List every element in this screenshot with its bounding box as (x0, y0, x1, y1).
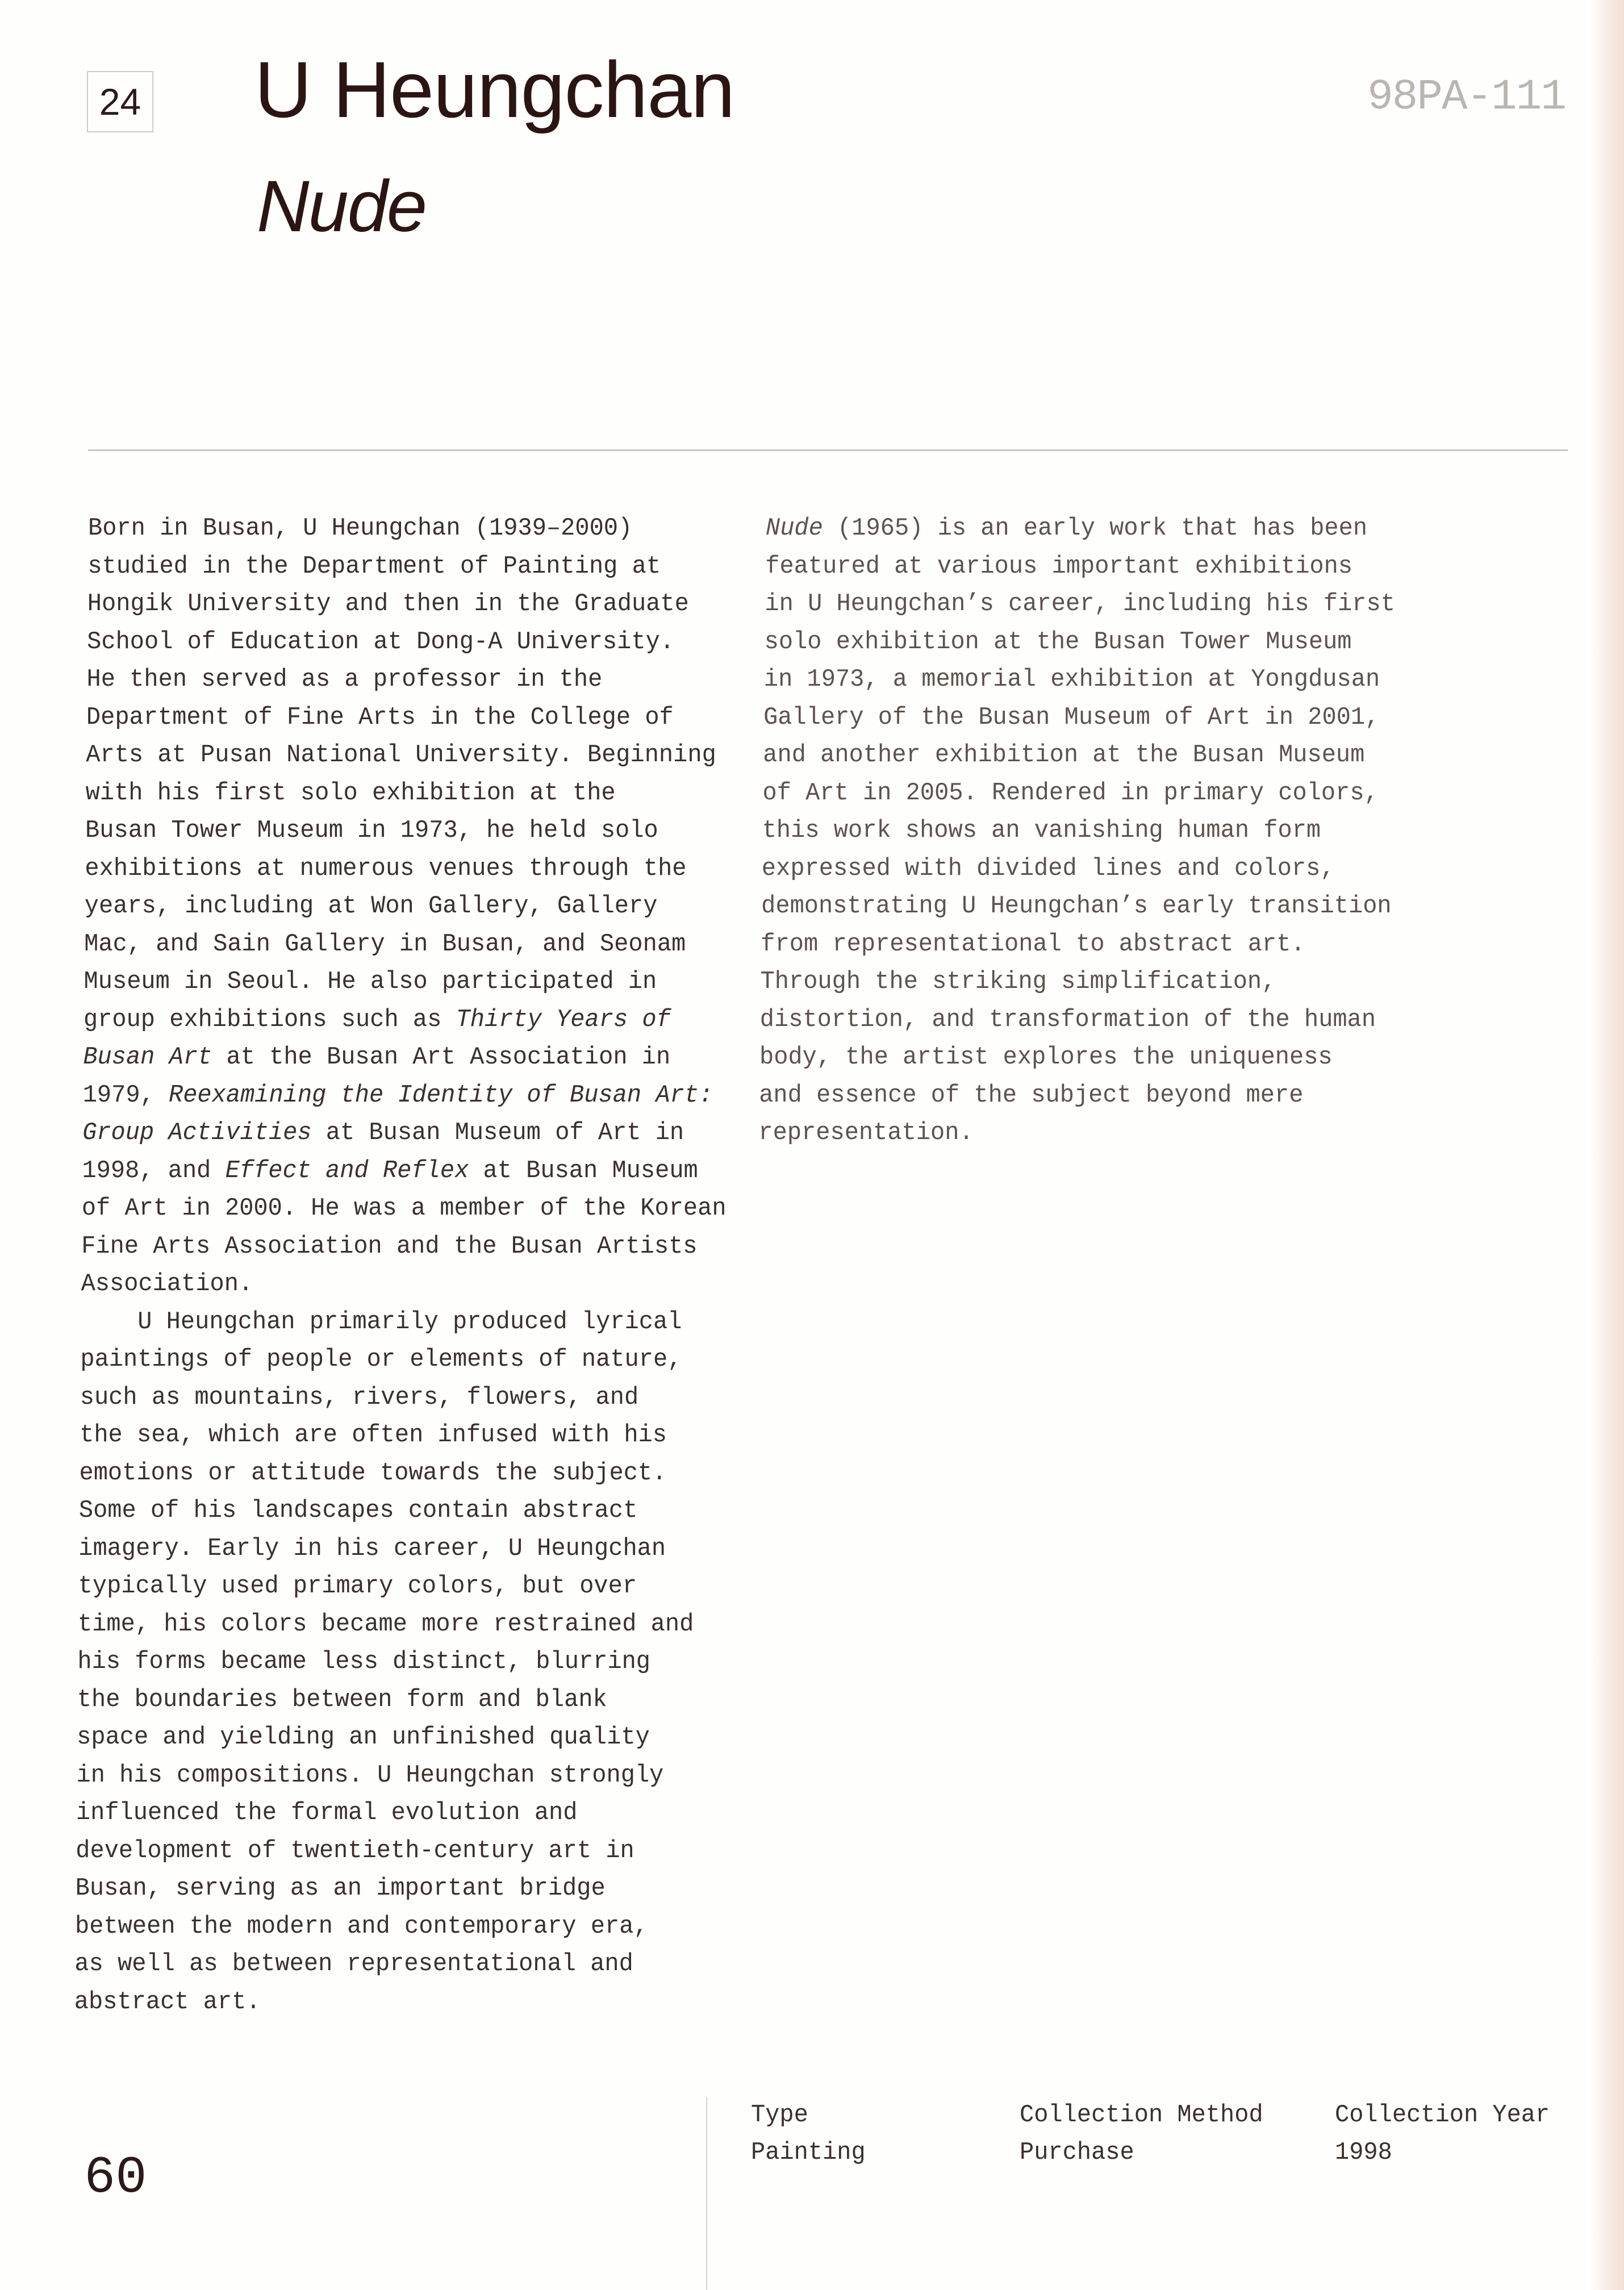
text-run: Some of his landscapes contain abstract (78, 1496, 638, 1525)
text-line (76, 1832, 726, 1870)
text-run: in his compositions. U Heungchan strongly (76, 1761, 664, 1790)
text-line (81, 1265, 727, 1303)
text-run: solo exhibition at the Busan Tower Museum (764, 627, 1352, 656)
text-run: imagery. Early in his career, U Heungchan (78, 1534, 666, 1563)
text-run: Born in Busan, U Heungchan (1939–2000) (88, 514, 633, 543)
artwork-description (758, 510, 1395, 1152)
text-line (763, 736, 1395, 774)
text-line (83, 1038, 726, 1077)
text-line (87, 548, 726, 586)
text-line (86, 699, 727, 737)
text-run: Department of Fine Arts in the College of (86, 703, 674, 732)
artist-name: U Heungchan (254, 45, 735, 134)
text-run: Busan Tower Museum in 1973, he held solo (85, 816, 658, 845)
text-run: as well as between representational and (74, 1950, 633, 1978)
text-line (761, 887, 1395, 925)
text-line (74, 1945, 726, 1983)
text-line (87, 623, 726, 661)
text-run: Busan, serving as an important bridge (75, 1874, 606, 1903)
text-line (759, 1038, 1395, 1077)
text-run: and essence of the subject beyond mere (759, 1081, 1304, 1109)
entry-number-badge (87, 71, 153, 132)
meta-year-label: Collection Year (1335, 2101, 1550, 2129)
text-run: studied in the Department of Painting at (87, 552, 661, 581)
meta-type (751, 2096, 866, 2171)
text-run: of Art in 2005. Rendered in primary colors, (762, 778, 1379, 807)
text-line (87, 661, 727, 699)
meta-collection-year (1335, 2096, 1550, 2171)
italic-title-text: Busan Art (83, 1043, 212, 1071)
text-line (765, 623, 1395, 661)
text-line (758, 1114, 1395, 1152)
text-line (761, 925, 1395, 963)
text-run: representation. (758, 1119, 974, 1147)
text-run: such as mountains, rivers, flowers, and (80, 1383, 639, 1412)
text-line (80, 1416, 726, 1454)
text-line (76, 1794, 727, 1832)
italic-title-text: Group Activities (82, 1119, 312, 1147)
text-run: Gallery of the Busan Museum of Art in 2001, (763, 703, 1380, 732)
text-line (75, 1908, 727, 1946)
text-line (85, 887, 727, 925)
text-run: space and yielding an unfinished quality (77, 1723, 650, 1751)
text-run: in 1973, a memorial exhibition at Yongdusan (763, 665, 1380, 694)
text-run: U Heungchan primarily produced lyrical (137, 1307, 682, 1336)
text-line (759, 1077, 1395, 1115)
text-line (762, 850, 1395, 888)
header-divider (88, 449, 1568, 451)
text-run: influenced the formal evolution and (76, 1799, 578, 1827)
text-line (84, 963, 727, 1001)
text-run: typically used primary colors, but over (78, 1572, 637, 1600)
text-run: the boundaries between form and blank (77, 1685, 607, 1714)
italic-title-text: Effect and Reflex (225, 1156, 469, 1185)
text-line (78, 1567, 727, 1605)
text-line (84, 1001, 727, 1039)
text-line (88, 510, 727, 548)
text-line (762, 812, 1395, 850)
text-line (77, 1757, 727, 1795)
text-run: body, the artist explores the uniqueness (759, 1043, 1333, 1071)
text-run: paintings of people or elements of nature, (80, 1345, 682, 1374)
text-line (82, 1190, 727, 1228)
text-run: in U Heungchan’s career, including his first (765, 590, 1395, 618)
text-line (83, 1077, 727, 1115)
text-run: Association. (81, 1270, 253, 1298)
text-run: 1979, (82, 1081, 169, 1109)
text-run: expressed with divided lines and colors, (761, 854, 1335, 883)
text-line (74, 1983, 727, 2021)
meta-method-label: Collection Method (1020, 2101, 1263, 2129)
text-run: School of Education at Dong-A University. (87, 627, 675, 656)
accession-number: 98PA-111 (1367, 73, 1565, 122)
text-line (765, 585, 1395, 623)
text-run: (1965) is an early work that has been (823, 514, 1368, 543)
text-run: Hongik University and then in the Graduate (87, 590, 689, 618)
italic-title-text: Thirty Years of (456, 1005, 671, 1034)
text-run: Arts at Pusan National University. Beginning (86, 741, 716, 769)
text-run: Fine Arts Association and the Busan Artists (81, 1232, 698, 1261)
text-run: this work shows an vanishing human form (762, 816, 1321, 845)
text-line (84, 925, 726, 963)
text-line (78, 1605, 727, 1644)
meta-year-value: 1998 (1335, 2138, 1392, 2167)
text-line (85, 812, 727, 850)
text-run: time, his colors became more restrained and (78, 1609, 694, 1638)
text-line (77, 1643, 726, 1681)
text-line (79, 1492, 727, 1530)
text-line (80, 1341, 726, 1379)
text-line (764, 661, 1395, 699)
text-run: exhibitions at numerous venues through the (85, 854, 687, 883)
text-run: distortion, and transformation of the human (759, 1005, 1376, 1034)
text-run: years, including at Won Gallery, Gallery (84, 892, 658, 920)
text-run: between the modern and contemporary era, (75, 1912, 648, 1941)
text-run: development of twentieth-century art in (76, 1836, 634, 1865)
text-line (86, 774, 727, 812)
text-run: demonstrating U Heungchan’s early transition (761, 892, 1392, 920)
artist-biography (74, 510, 727, 2021)
text-line (85, 850, 726, 888)
text-line (87, 585, 727, 623)
text-line (760, 1001, 1395, 1039)
meta-collection-method (1020, 2096, 1263, 2171)
text-run: the sea, which are often infused with his (80, 1421, 667, 1449)
text-line (76, 1870, 727, 1908)
meta-type-label: Type (751, 2101, 808, 2129)
text-line (766, 510, 1395, 548)
italic-title-text: Reexamining the Identity of Busan Art: (168, 1081, 713, 1109)
text-line (81, 1228, 726, 1266)
text-run: abstract art. (74, 1987, 261, 2016)
entry-number: 24 (99, 81, 141, 123)
text-run: Mac, and Sain Gallery in Busan, and Seonam (84, 929, 686, 958)
page-edge-shadow (1590, 0, 1624, 2290)
artwork-title: Nude (257, 166, 426, 247)
text-line (79, 1454, 726, 1492)
text-run: his forms became less distinct, blurring (77, 1647, 651, 1676)
text-run: Through the striking simplification, (760, 967, 1276, 996)
text-run: emotions or attitude towards the subject. (79, 1458, 667, 1487)
text-run: at Busan Museum of Art in (311, 1119, 684, 1147)
text-line (81, 1303, 727, 1341)
footer-divider (706, 2097, 707, 2290)
text-run: at Busan Museum (469, 1156, 698, 1185)
italic-title-text: Nude (766, 514, 823, 543)
text-run: group exhibitions such as (83, 1005, 456, 1034)
text-line (80, 1379, 727, 1417)
text-line (765, 548, 1395, 586)
text-run: and another exhibition at the Busan Museum (763, 741, 1365, 769)
text-line (78, 1530, 726, 1568)
text-line (763, 699, 1395, 737)
text-line (77, 1681, 727, 1719)
text-line (763, 774, 1395, 812)
text-run: He then served as a professor in the (86, 665, 603, 694)
text-run: of Art in 2000. He was a member of the Korean (81, 1194, 727, 1223)
text-run: with his first solo exhibition at the (85, 778, 616, 807)
text-line (82, 1114, 726, 1152)
meta-type-value: Painting (751, 2138, 866, 2167)
text-line (761, 963, 1395, 1001)
text-run: 1998, and (82, 1156, 226, 1185)
text-line (77, 1718, 726, 1757)
text-run: at the Busan Art Association in (212, 1043, 671, 1071)
meta-method-value: Purchase (1020, 2138, 1134, 2167)
text-run: featured at various important exhibitions (765, 552, 1353, 581)
text-line (82, 1152, 726, 1190)
text-run: from representational to abstract art. (761, 929, 1305, 958)
text-run: Museum in Seoul. He also participated in (84, 967, 657, 996)
page-number: 60 (84, 2148, 147, 2208)
text-line (86, 736, 726, 774)
